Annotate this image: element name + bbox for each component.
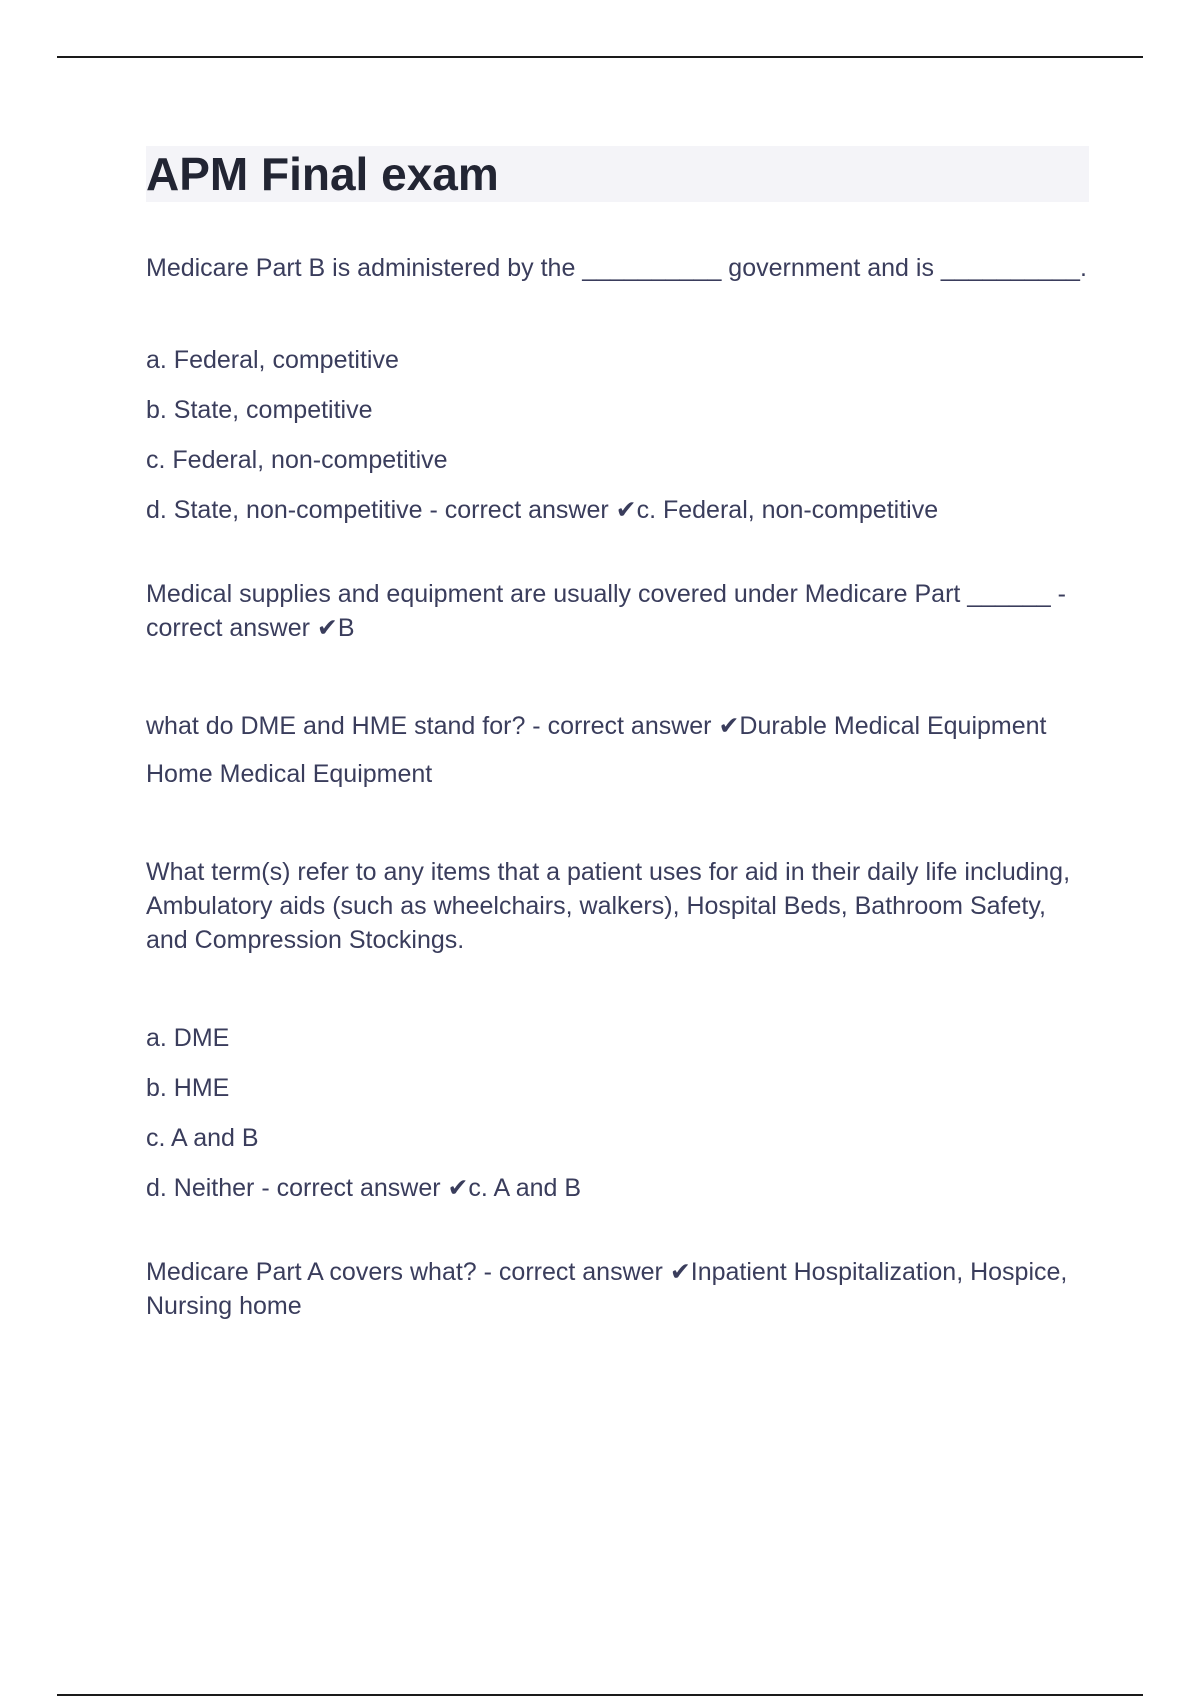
question-4-option-b: b. HME bbox=[146, 1074, 230, 1102]
question-1: Medicare Part B is administered by the __________ government and is __________. bbox=[146, 254, 1087, 282]
bottom-rule bbox=[57, 1694, 1143, 1696]
question-4-option-d: d. Neither - correct answer ✔c. A and B bbox=[146, 1174, 582, 1202]
question-1-option-c: c. Federal, non-competitive bbox=[146, 446, 448, 474]
question-4: What term(s) refer to any items that a patient uses for aid in their daily life including, Ambulatory aids (such as wheelchairs, walkers), Hospital Beds, Bathroom Safety, and Compression Stockings. bbox=[146, 858, 1071, 954]
question-1-options bbox=[146, 343, 1089, 527]
question-5: Medicare Part A covers what? - correct answer ✔Inpatient Hospitalization, Hospice, Nursing home bbox=[146, 1258, 1068, 1320]
question-1-option-a: a. Federal, competitive bbox=[146, 346, 399, 374]
question-1-option-b: b. State, competitive bbox=[146, 396, 373, 424]
question-4-option-c: c. A and B bbox=[146, 1124, 259, 1152]
document-body bbox=[146, 146, 1089, 1323]
question-3: what do DME and HME stand for? - correct answer ✔Durable Medical Equipment bbox=[146, 712, 1047, 740]
question-4-options bbox=[146, 1021, 1089, 1205]
title-banner bbox=[146, 146, 1089, 202]
top-rule bbox=[57, 56, 1143, 58]
question-3-continuation: Home Medical Equipment bbox=[146, 760, 433, 788]
question-1-option-d: d. State, non-competitive - correct answer ✔c. Federal, non-competitive bbox=[146, 496, 939, 524]
question-2: Medical supplies and equipment are usually covered under Medicare Part ______ - correct answer ✔B bbox=[146, 580, 1066, 642]
page-title: APM Final exam bbox=[146, 148, 499, 200]
question-4-option-a: a. DME bbox=[146, 1024, 230, 1052]
